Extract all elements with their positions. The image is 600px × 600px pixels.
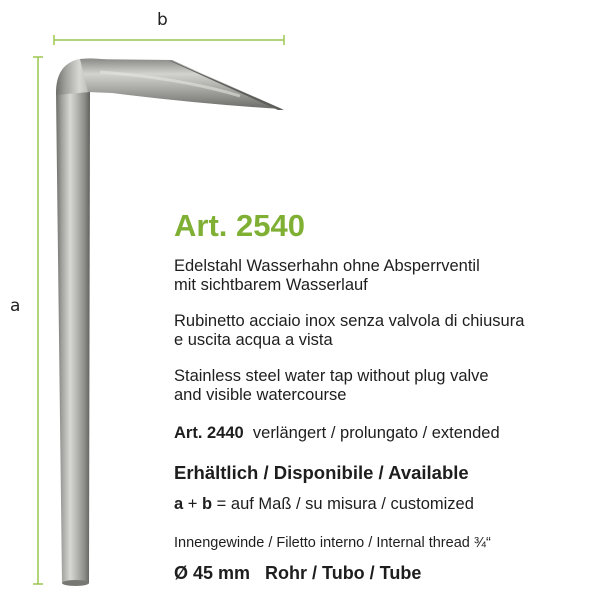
- description-line: and visible watercourse: [174, 386, 347, 404]
- tap-vertical-pipe: [56, 92, 90, 586]
- dimension-a-label: a: [10, 296, 21, 316]
- description-english: [174, 367, 489, 405]
- description-italian: [174, 312, 524, 350]
- article-title: Art. 2540: [174, 208, 305, 243]
- custom-text: = auf Maß / su misura / customized: [212, 495, 474, 513]
- description-line: Edelstahl Wasserhahn ohne Absperrventil: [174, 257, 480, 275]
- dimension-b-label: b: [157, 10, 168, 30]
- variant-line: [174, 424, 500, 443]
- description-line: Rubinetto acciaio inox senza valvola di chiusura: [174, 312, 525, 330]
- thread-info: Innengewinde / Filetto interno / Internal thread ¾“: [174, 535, 491, 551]
- dimension-a-line: [33, 57, 43, 584]
- description-german: [174, 257, 480, 295]
- custom-plus: +: [183, 495, 202, 513]
- variant-article: Art. 2440: [174, 424, 244, 442]
- description-line: mit sichtbarem Wasserlauf: [174, 276, 368, 294]
- custom-a: a: [174, 495, 184, 513]
- diameter-info: Ø 45 mm Rohr / Tubo / Tube: [174, 563, 422, 583]
- dimension-b-line: [54, 35, 284, 45]
- variant-text: verlängert / prolungato / extended: [252, 424, 500, 442]
- custom-b: b: [202, 495, 213, 513]
- custom-size-line: [174, 495, 474, 514]
- description-line: e uscita acqua a vista: [174, 331, 333, 349]
- availability-heading: Erhältlich / Disponibile / Available: [174, 462, 469, 483]
- description-line: Stainless steel water tap without plug valve: [174, 367, 489, 385]
- tap-spout: [80, 59, 284, 110]
